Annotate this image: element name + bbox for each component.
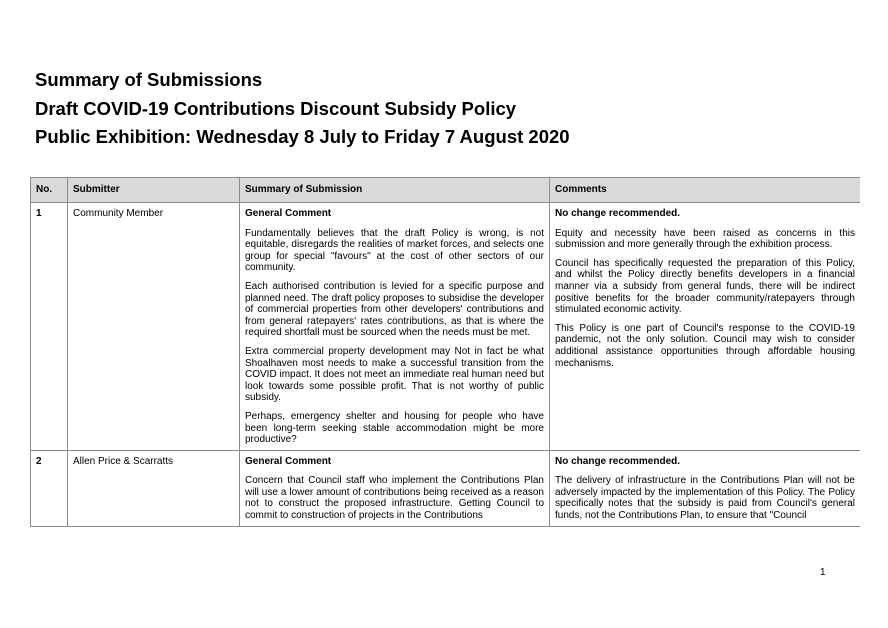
title-policy-name: Draft COVID-19 Contributions Discount Subsidy Policy	[35, 97, 517, 119]
comments-paragraph: Council has specifically requested the preparation of this Policy, and whilst the Policy directly benefits developers in a financial manner via a subsidy from general funds, there will be indirect positive benefits for the broader community/ratepayers through stimulated economic activity.	[555, 257, 855, 316]
comments-heading: No change recommended.	[555, 208, 681, 219]
header-summary: Summary of Submission	[240, 178, 550, 203]
header-no: No.	[31, 178, 68, 203]
submissions-table-wrapper	[30, 177, 860, 546]
summary-paragraph: Perhaps, emergency shelter and housing for people who have been long-term seeking stable accommodation might be more productive?	[245, 410, 544, 446]
comments-paragraph: This Policy is one part of Council's response to the COVID-19 pandemic, not the only solution. Council may wish to consider additional assistance opportunities through affordable housing mechanisms.	[555, 322, 855, 369]
row-submitter: Allen Price & Scarratts	[68, 450, 240, 526]
header-comments: Comments	[550, 178, 861, 203]
summary-paragraph: Each authorised contribution is levied for a specific purpose and planned need. The draft policy proposes to subsidise the developer of commercial properties from other developers' contributions and from general ratepayers' rates contributions, as that is where the required shortfall must be sourced when the needs must be met.	[245, 280, 544, 339]
table-header-row	[31, 178, 861, 203]
comments-paragraph: The delivery of infrastructure in the Contributions Plan will not be adversely impacted by the implementation of this Policy. The Policy specifically notes that the subsidy is paid from Council's general funds, not the Contributions Plan, to ensure that "Council	[555, 475, 855, 522]
summary-paragraph: Concern that Council staff who implement the Contributions Plan will use a lower amount of contributions being received as a reason not to construct the proposed infrastructure. Getting Council to commit to construction of projects in the Contributions	[245, 475, 544, 522]
summary-heading: General Comment	[245, 208, 332, 219]
document-titles	[35, 66, 570, 152]
row-number: 1	[31, 203, 68, 451]
page-number: 1	[820, 567, 826, 578]
header-submitter: Submitter	[68, 178, 240, 203]
row-number: 2	[31, 450, 68, 526]
table-row	[31, 450, 861, 526]
title-summary-of-submissions: Summary of Submissions	[35, 69, 263, 90]
row-summary	[240, 203, 550, 451]
comments-heading: No change recommended.	[555, 455, 681, 467]
row-comments	[550, 450, 861, 526]
row-summary	[240, 450, 550, 526]
row-comments	[550, 203, 861, 451]
summary-paragraph: Extra commercial property development may Not in fact be what Shoalhaven most needs to make a successful transition from the COVID impact. It does not meet an immediate real human need but look towards some possible profit. That is not worthy of public subsidy.	[245, 345, 544, 404]
title-exhibition-dates: Public Exhibition: Wednesday 8 July to Friday 7 August 2020	[35, 126, 570, 147]
submissions-table	[30, 177, 860, 527]
comments-paragraph: Equity and necessity have been raised as concerns in this submission and more generally through the exhibition process.	[555, 227, 855, 251]
summary-heading: General Comment	[245, 455, 332, 467]
table-row	[31, 203, 861, 451]
summary-paragraph: Fundamentally believes that the draft Policy is wrong, is not equitable, disregards the realities of market forces, and selects one group for special "favours" at the cost of other sectors of our community.	[245, 227, 544, 274]
row-submitter: Community Member	[68, 203, 240, 451]
